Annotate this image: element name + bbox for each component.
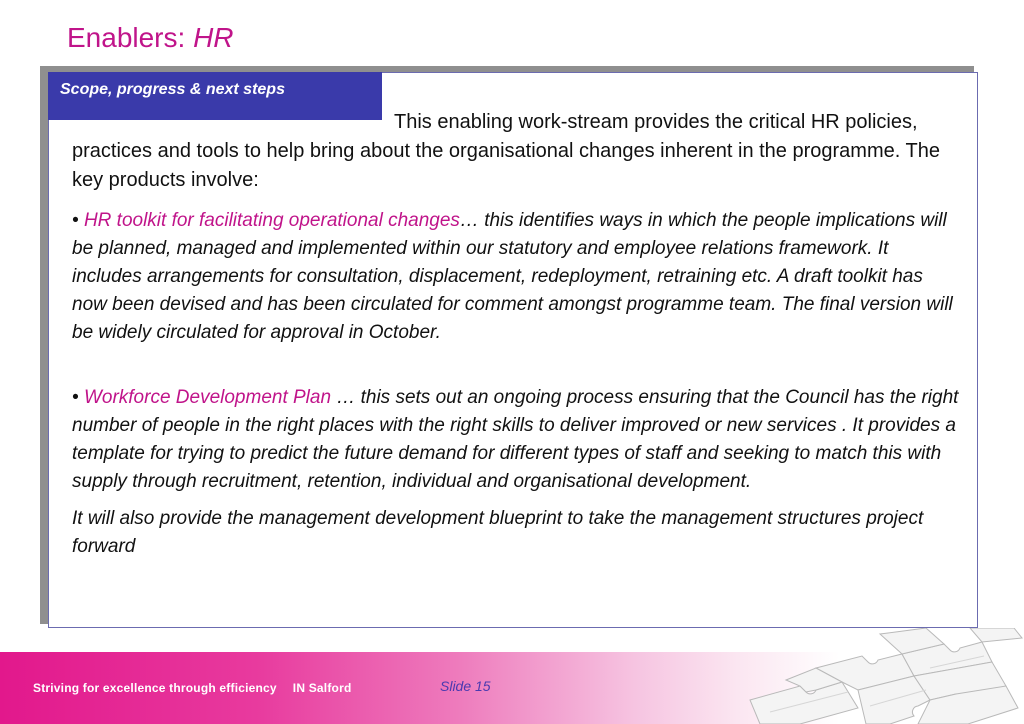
section-tab-label: Scope, progress & next steps <box>48 72 382 120</box>
closing-paragraph: It will also provide the management development blueprint to take the management structures project forward <box>72 508 924 557</box>
footer-brand: IN Salford <box>292 681 352 695</box>
title-italic: HR <box>193 22 234 53</box>
bullet-item <box>72 207 960 347</box>
bullet-marker: • <box>72 387 79 408</box>
bullet-item <box>72 384 960 496</box>
bullet-text: … this sets out an ongoing process ensuring that the Council has the right number of people in the right places with the right skills to deliver improved or new services . It provides a template for trying to predict the future demand for different types of staff and seeking to match this with supply through recruitment, retention, individual and organisational development. <box>72 387 959 492</box>
body-text <box>72 108 960 561</box>
title-plain: Enablers: <box>67 22 194 53</box>
footer-tagline-line <box>33 681 351 695</box>
bullet-text: … this identifies ways in which the people implications will be planned, managed and implemented within our statutory and employee relations framework. It includes arrangements for consultation, displacement, redeployment, retraining etc. A draft toolkit has now been devised and has been circulated for comment amongst programme team. The final version will be widely circulated for approval in October. <box>72 210 953 343</box>
intro-paragraph: This enabling work-stream provides the critical HR policies, practices and tools to help bring about the organisational changes inherent in the programme. The key products involve: <box>72 111 940 191</box>
puzzle-pieces-image <box>730 628 1024 724</box>
page-title <box>67 22 234 54</box>
bullet-marker: • <box>72 210 79 231</box>
slide-number: Slide 15 <box>440 678 491 694</box>
footer-tagline: Striving for excellence through efficiency <box>33 681 277 695</box>
bullet-heading: HR toolkit for facilitating operational changes <box>83 210 460 231</box>
bullet-heading: Workforce Development Plan <box>83 387 332 408</box>
